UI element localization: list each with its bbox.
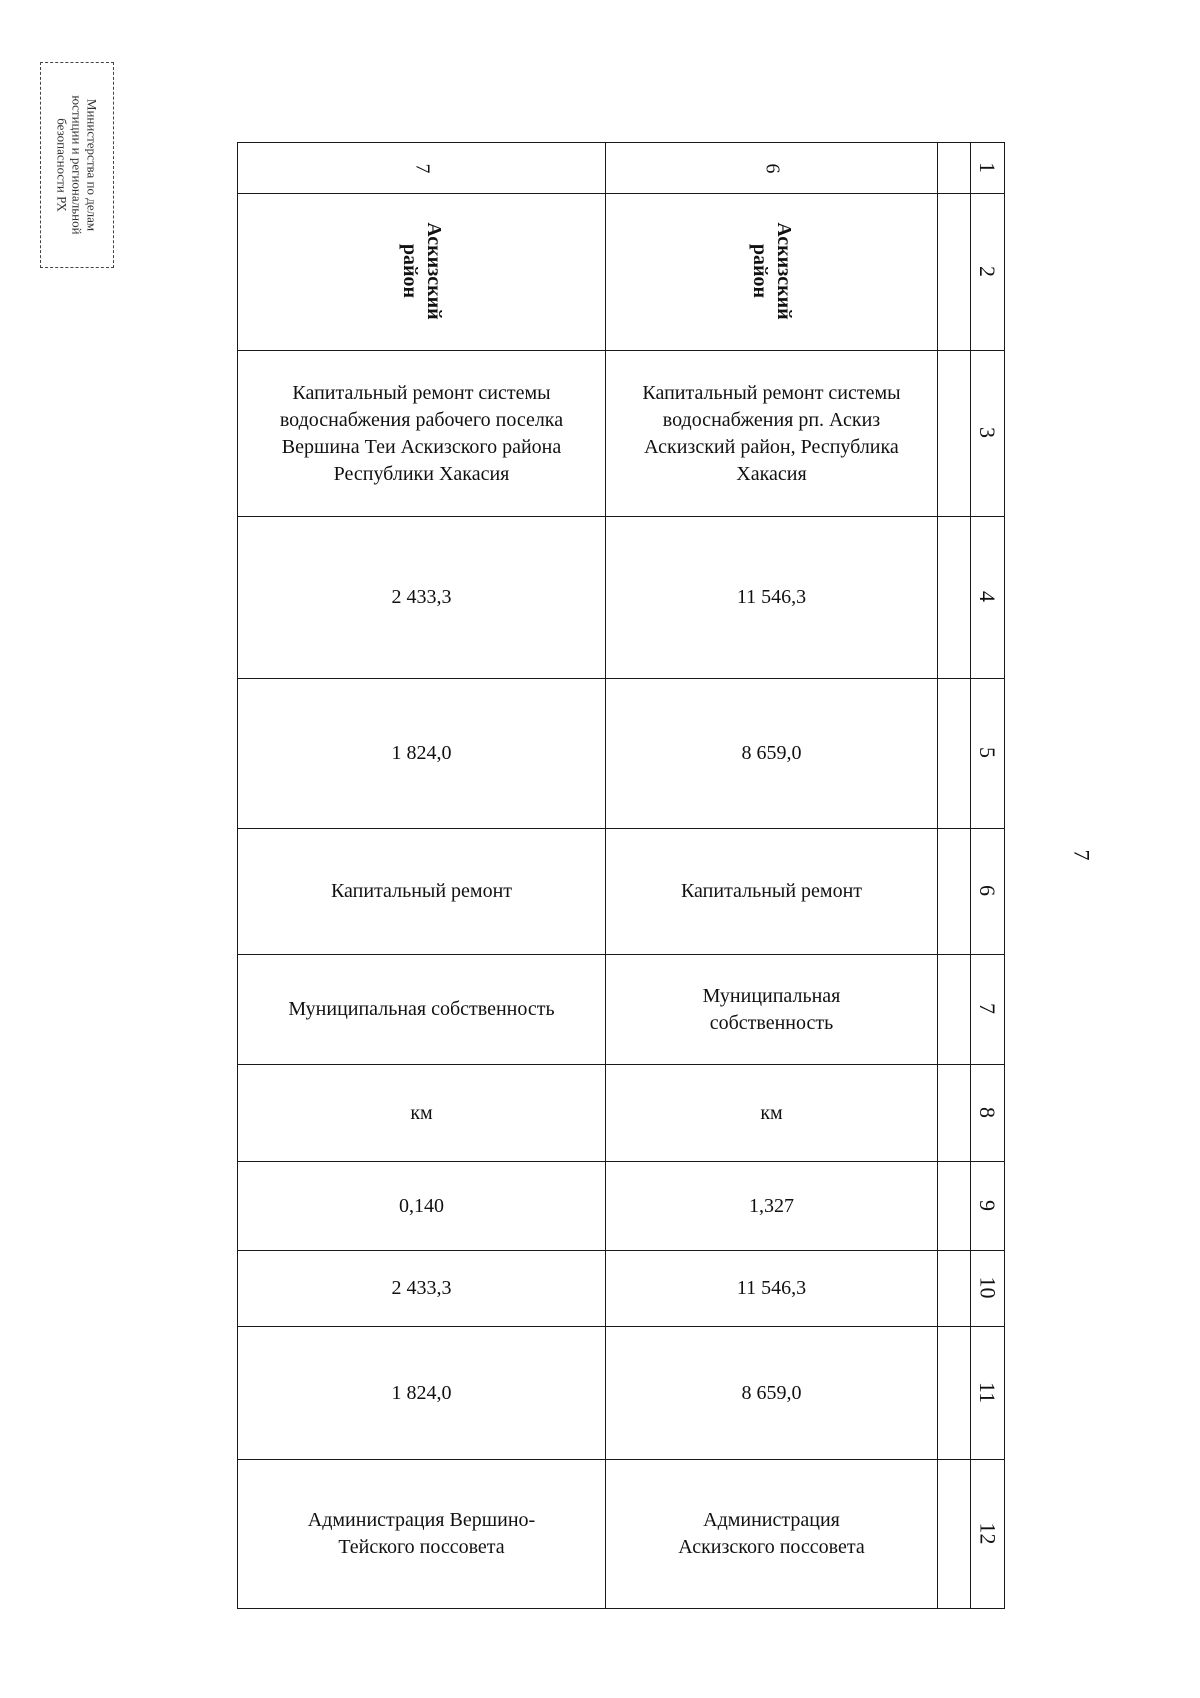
empty-cell <box>938 679 971 829</box>
table-row <box>238 679 1005 829</box>
work-type-cell: Капитальный ремонт <box>238 829 606 955</box>
column-number-cell <box>971 1251 1005 1327</box>
ownership-text: Муниципальная собственность <box>702 984 841 1034</box>
row-number-cell <box>606 143 938 194</box>
column-number: 6 <box>975 885 1000 896</box>
column-number: 12 <box>975 1522 1000 1544</box>
column-number: 3 <box>975 427 1000 438</box>
stamp-text <box>55 65 100 265</box>
empty-cell <box>938 517 971 679</box>
table-row <box>238 517 1005 679</box>
work-type-cell: Капитальный ремонт <box>606 829 938 955</box>
column-number: 10 <box>975 1276 1000 1299</box>
column-number-cell <box>971 1065 1005 1162</box>
empty-cell <box>938 829 971 955</box>
empty-cell <box>938 955 971 1065</box>
column-number-cell <box>971 955 1005 1065</box>
customer-text: Администрация Вершино-Тейского поссовета <box>307 1509 536 1558</box>
stamp-line: юстиции и региональной <box>69 95 85 235</box>
table-row <box>238 1065 1005 1162</box>
column-number: 9 <box>975 1199 1000 1211</box>
empty-cell <box>938 143 971 194</box>
column-number: 5 <box>975 747 1000 758</box>
empty-cell <box>938 351 971 517</box>
limit-federal-cell: 8 659,0 <box>606 1327 938 1460</box>
empty-cell <box>938 1251 971 1327</box>
table-row <box>238 1251 1005 1327</box>
column-number-cell <box>971 679 1005 829</box>
customer-cell <box>606 1460 938 1609</box>
column-number-cell <box>971 1460 1005 1609</box>
table-row <box>238 1460 1005 1609</box>
district-name: Аскизский район <box>748 222 795 320</box>
column-number: 4 <box>975 591 1000 602</box>
column-number: 2 <box>975 265 1000 277</box>
table-row <box>238 1327 1005 1460</box>
district-cell <box>606 194 938 351</box>
empty-cell <box>938 1065 971 1162</box>
column-number: 11 <box>975 1381 1000 1403</box>
capacity-cell: 0,140 <box>238 1162 606 1251</box>
table-row <box>238 955 1005 1065</box>
ownership-cell <box>606 955 938 1065</box>
limit-total-cell: 2 433,3 <box>238 1251 606 1327</box>
district-cell <box>238 194 606 351</box>
unit-cell: км <box>606 1065 938 1162</box>
column-number: 1 <box>975 161 1000 173</box>
column-number-cell <box>971 351 1005 517</box>
column-number-cell <box>971 194 1005 351</box>
limit-federal-cell: 1 824,0 <box>238 1327 606 1460</box>
total-cost-cell: 2 433,3 <box>238 517 606 679</box>
table-row <box>238 143 1005 194</box>
unit-cell: км <box>238 1065 606 1162</box>
page-number: 7 <box>1069 849 1095 861</box>
capacity-cell: 1,327 <box>606 1162 938 1251</box>
stamp-line: безопасности РХ <box>54 118 70 212</box>
table-row <box>238 1162 1005 1251</box>
federal-funds-cell: 8 659,0 <box>606 679 938 829</box>
table-row <box>238 351 1005 517</box>
customer-cell <box>238 1460 606 1609</box>
column-number: 7 <box>975 1003 1000 1014</box>
row-number: 7 <box>411 163 433 173</box>
row-number: 6 <box>761 163 783 173</box>
row-number-cell <box>238 143 606 194</box>
federal-funds-cell: 1 824,0 <box>238 679 606 829</box>
column-number-cell <box>971 829 1005 955</box>
table-row <box>238 194 1005 351</box>
column-number: 8 <box>975 1106 1000 1118</box>
column-number-cell <box>971 517 1005 679</box>
column-number-cell <box>971 1162 1005 1251</box>
ownership-cell: Муниципальная собственность <box>238 955 606 1065</box>
empty-cell <box>938 194 971 351</box>
object-cell: Капитальный ремонт системы водоснабжения рабочего поселка Вершина Теи Аскизского района Республики Хакасия <box>238 351 606 517</box>
objects-table <box>237 142 1005 1609</box>
empty-cell <box>938 1162 971 1251</box>
limit-total-cell: 11 546,3 <box>606 1251 938 1327</box>
column-number-cell <box>971 1327 1005 1460</box>
column-number-cell <box>971 143 1005 194</box>
customer-text: Администрация Аскизского поссовета <box>678 1509 865 1558</box>
object-cell: Капитальный ремонт системы водоснабжения рп. Аскиз Аскизский район, Республика Хакасия <box>606 351 938 517</box>
table-row <box>238 829 1005 955</box>
empty-cell <box>938 1460 971 1609</box>
empty-cell <box>938 1327 971 1460</box>
stamp-line: Министерства по делам <box>84 98 100 232</box>
registration-stamp <box>40 62 114 268</box>
total-cost-cell: 11 546,3 <box>606 517 938 679</box>
district-name: Аскизский район <box>398 222 445 320</box>
